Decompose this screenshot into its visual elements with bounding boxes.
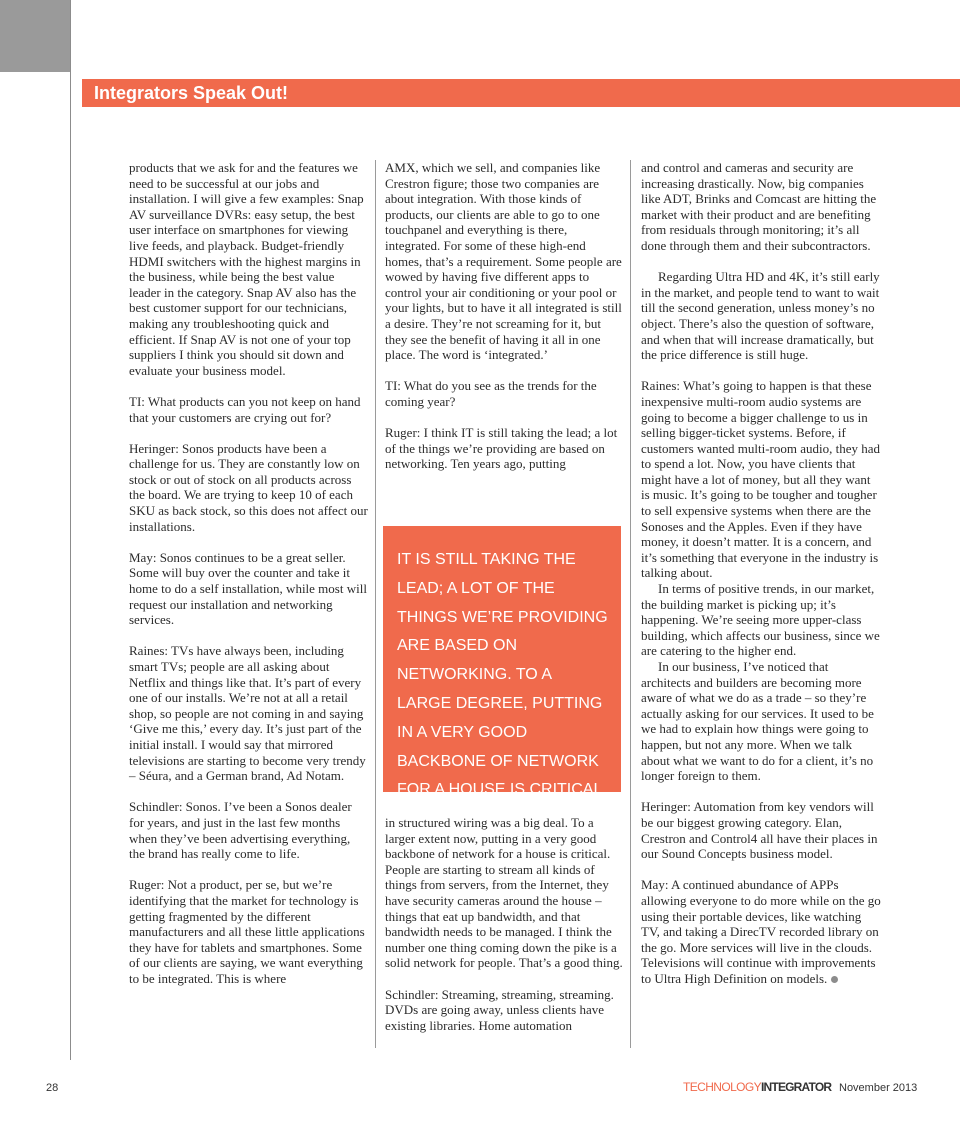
paragraph: Raines: TVs have always been, including smart TVs; people are all asking about Netflix and things like that. It’s part of every one of our installs. We’re not at all a retail shop, so people are not coming in and saying ‘Give me this,’ every day. It’s just part of the initial install. I would say that mirrored televisions are starting to become very trendy – Séura, and a German brand, Ad Notam. [129, 643, 366, 784]
logo-text-bold: INTEGRATOR [761, 1080, 832, 1094]
corner-decoration [0, 0, 70, 72]
paragraph: in structured wiring was a big deal. To a larger extent now, putting in a very good backbone of network for a house is critical. People are starting to stream all kinds of things from servers, from the Internet, they have security cameras around the house – things that eat up bandwidth, and that bandwidth needs to be managed. I think the number one thing coming down the pike is a solid network for people. That’s a good thing. [385, 815, 623, 971]
paragraph: Ruger: Not a product, per se, but we’re identifying that the market for technology is getting fragmented by the different manufacturers and all these little applications they have for tablets and smartphones. Some of our clients are saying, we want everything to be integrated. This is where [129, 877, 365, 986]
paragraph: TI: What do you see as the trends for the coming year? [385, 378, 597, 409]
paragraph: TI: What products can you not keep on hand that your customers are crying out for? [129, 393, 361, 425]
paragraph: products that we ask for and the features we need to be successful at our jobs and installation. I will give a few examples: Snap AV surveillance DVRs: easy setup, the best user interface on smartphones for viewing live feeds, and playback. Budget-friendly HDMI switchers with the highest margins in the business, while being the best value leader in the category. Snap AV also has the best customer support for our technicians, making any troubleshooting quick and efficient. If Snap AV is not one of your top suppliers I think you should sit down and evaluate your business model. [129, 160, 364, 378]
section-title: Integrators Speak Out! [94, 83, 289, 103]
pull-quote [383, 526, 621, 799]
paragraph: Raines: What’s going to happen is that these inexpensive multi-room audio systems are going to become a bigger challenge to us in selling bigger-ticket systems. Before, if customers wanted multi-room audio, they had to spend a lot. Now, you have clients that might have a lot of money, but all they want is music. It’s going to be tougher and tougher to sell expensive systems when there are the Sonoses and the Apples. Even if they have money, it doesn’t matter. It is a concern, and it’s something that everyone in the industry is talking about. [641, 378, 881, 581]
paragraph-text: May: A continued abundance of APPs allowing everyone to do more while on the go using their portable devices, like watching TV, and taking a DirecTV recorded library on the go. More services will live in the clouds. Televisions will continue with improvements to Ultra High Definition on models. [641, 877, 881, 986]
text-column-3 [641, 160, 881, 986]
paragraph: and control and cameras and security are increasing drastically. Now, big companies like ADT, Brinks and Comcast are hitting the market with their product and are benefiting from residuals through monitoring; it’s all done through them and their subcontractors. [641, 160, 877, 253]
magazine-logo [683, 1080, 831, 1094]
paragraph: Regarding Ultra HD and 4K, it’s still early in the market, and people tend to want to wait till the second generation, unless money’s no object. There’s also the question of software, and when that will increase dramatically, but the price difference is still huge. [641, 269, 880, 363]
text-column-1 [129, 160, 369, 1002]
paragraph: Heringer: Automation from key vendors will be our biggest growing category. Elan, Crestron and Control4 all have their places in our Sound Concepts business model. [641, 799, 878, 862]
pull-quote-text: IT IS STILL TAKING THE LEAD; A LOT OF THE THINGS WE’RE PROVIDING ARE BASED ON NETWORKING. TO A LARGE DEGREE, PUTTING IN A VERY GOOD BACKBONE OF NETWORK FOR A HOUSE IS CRITICAL. [397, 551, 608, 799]
issue-date: November 2013 [839, 1082, 918, 1094]
page-number: 28 [46, 1082, 59, 1094]
paragraph: AMX, which we sell, and companies like Crestron figure; those two companies are about integration. With those kinds of products, our clients are able to go to one touchpanel and everything is there, integrated. For some of these high-end homes, that’s a requirement. Some people are wowed by having five different apps to control your air conditioning or your pool or your lights, but to have it all integrated is still a desire. They’re not screaming for it, but they see the benefit of having it all in one place. The word is ‘integrated.’ [385, 160, 622, 363]
text-column-2 [385, 160, 625, 487]
text-column-2-continued [385, 815, 625, 1049]
paragraph: Schindler: Streaming, streaming, streaming. DVDs are going away, unless clients have existing libraries. Home automation [385, 986, 614, 1033]
paragraph: May: Sonos continues to be a great seller. Some will buy over the counter and take it home to do a self installation, while most will request our installation and networking services. [129, 549, 367, 628]
column-divider [375, 160, 376, 1048]
end-of-article-bullet-icon [831, 976, 838, 983]
paragraph: Ruger: I think IT is still taking the lead; a lot of the things we’re providing are based on networking. Ten years ago, putting [385, 425, 618, 472]
closing-paragraph [641, 877, 881, 986]
section-banner [82, 79, 960, 107]
paragraph: Heringer: Sonos products have been a challenge for us. They are constantly low on stock or out of stock on all products across the board. We are trying to keep 10 of each SKU as back stock, so this does not affect our installations. [129, 440, 368, 534]
paragraph: In our business, I’ve noticed that architects and builders are becoming more aware of what we do as a trade – so they’re actually asking for our services. It used to be we had to explain how things were going to happen, but not any more. When we talk about what we want to do for a client, it’s no longer foreign to them. [641, 659, 874, 784]
column-divider [630, 160, 631, 1048]
paragraph: Schindler: Sonos. I’ve been a Sonos dealer for years, and just in the last few months when they’ve been advertising everything, the brand has really come to life. [129, 799, 352, 862]
paragraph: In terms of positive trends, in our market, the building market is picking up; it’s happening. We’re seeing more upper-class building, which affects our business, since we are catering to the higher end. [641, 581, 880, 659]
margin-rule [70, 0, 71, 1060]
logo-text-light: TECHNOLOGY [683, 1080, 762, 1094]
